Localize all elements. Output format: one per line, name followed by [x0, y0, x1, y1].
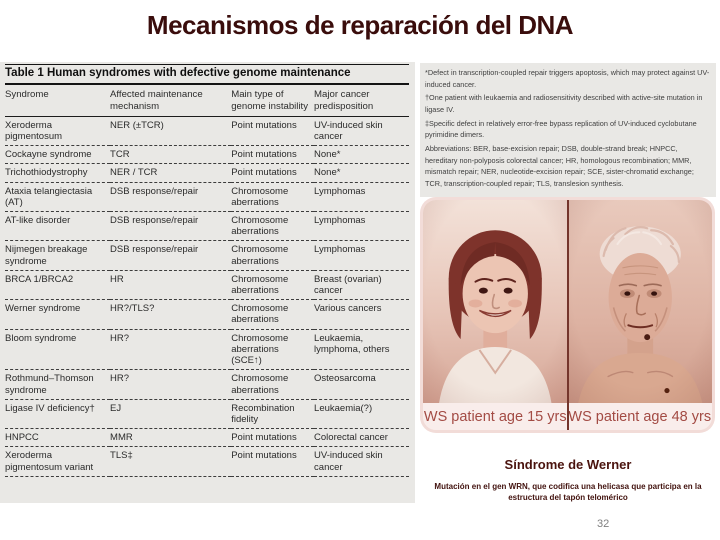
footnote-line: †One patient with leukaemia and radiosensitivity described with active-site mutation in ligase IV. — [425, 93, 703, 115]
table-cell: Chromosome aberrations — [231, 300, 314, 329]
table-cell: Ligase IV deficiency† — [5, 399, 110, 428]
table-column-header: Main type of genome instability — [231, 85, 314, 116]
table-cell: Xeroderma pigmentosum variant — [5, 447, 110, 476]
young-patient-photo — [423, 200, 568, 403]
table-row — [5, 329, 409, 370]
table-row — [5, 270, 409, 299]
table-caption: Table 1 Human syndromes with defective genome maintenance — [5, 64, 409, 85]
table-cell: Lymphomas — [314, 182, 409, 211]
photo-aged-patient — [568, 200, 713, 430]
table-cell: Lymphomas — [314, 241, 409, 270]
syndromes-table-panel — [0, 62, 415, 503]
table-cell: Recombination fidelity — [231, 399, 314, 428]
table-row — [5, 116, 409, 145]
table-cell: None* — [314, 164, 409, 182]
table-cell: Cockayne syndrome — [5, 146, 110, 164]
table-cell: Osteosarcoma — [314, 370, 409, 399]
table-cell: UV-induced skin cancer — [314, 447, 409, 476]
footnote-line: ‡Specific defect in relatively error-free bypass replication of UV-induced cyclobutane pyrimidine dimers. — [425, 118, 697, 140]
werner-heading: Síndrome de Werner — [504, 457, 632, 472]
table-cell: Rothmund–Thomson syndrome — [5, 370, 110, 399]
table-header-row — [5, 85, 409, 116]
table-row — [5, 241, 409, 270]
table-cell: None* — [314, 146, 409, 164]
table-cell: Ataxia telangiectasia (AT) — [5, 182, 110, 211]
table-cell: TCR — [110, 146, 231, 164]
table-row — [5, 399, 409, 428]
table-cell: Point mutations — [231, 429, 314, 447]
table-row — [5, 182, 409, 211]
table-cell: Leukaemia(?) — [314, 399, 409, 428]
table-cell: DSB response/repair — [110, 182, 231, 211]
table-body — [5, 116, 409, 476]
photo-frame — [423, 200, 712, 430]
footnotes-panel — [420, 63, 716, 197]
table-cell: AT-like disorder — [5, 212, 110, 241]
table-cell: UV-induced skin cancer — [314, 116, 409, 145]
photo-divider — [567, 200, 569, 430]
table-cell: Chromosome aberrations — [231, 370, 314, 399]
table-cell: Point mutations — [231, 447, 314, 476]
table-cell: MMR — [110, 429, 231, 447]
table-row — [5, 429, 409, 447]
table-cell: HR? — [110, 329, 231, 370]
aged-patient-portrait-illustration — [568, 200, 713, 403]
footnote-line: Abbreviations: BER, base-excision repair; DSB, double-strand break; HNPCC, hereditary non-polyposis colorectal cancer; HR, homologous recombination; MMR, mismatch repair; NER, nucleotide-excision repair; SCE, sister-chromatid exchange; TCR, transcription-coupled repair; TLS, translesion synthesis. — [425, 144, 694, 189]
table-row — [5, 370, 409, 399]
young-patient-portrait-illustration — [423, 200, 568, 403]
table-cell: Leukaemia, lymphoma, others — [314, 329, 409, 370]
table-cell: Werner syndrome — [5, 300, 110, 329]
table-cell: Point mutations — [231, 146, 314, 164]
photo-panel — [420, 197, 715, 433]
table-cell: Breast (ovarian) cancer — [314, 270, 409, 299]
table-cell: Chromosome aberrations — [231, 182, 314, 211]
caption-aged-patient: WS patient age 48 yrs — [568, 403, 713, 430]
aged-patient-photo — [568, 200, 713, 403]
table-cell: Chromosome aberrations — [231, 241, 314, 270]
footnote-line: *Defect in transcription-coupled repair triggers apoptosis, which may protect against UV-induced cancer. — [425, 68, 710, 89]
table-cell: Nijmegen breakage syndrome — [5, 241, 110, 270]
caption-young-patient: WS patient age 15 yrs — [423, 403, 568, 430]
table-cell: HR?/TLS? — [110, 300, 231, 329]
table-row — [5, 447, 409, 476]
table-cell: HR — [110, 270, 231, 299]
table-cell: HR? — [110, 370, 231, 399]
table-column-header: Affected maintenance mechanism — [110, 85, 231, 116]
table-row — [5, 164, 409, 182]
werner-description: Mutación en el gen WRN, que codifica una helicasa que participa en la estructura del tapón telomérico — [434, 482, 702, 503]
table-cell: NER / TCR — [110, 164, 231, 182]
table-row — [5, 146, 409, 164]
table-column-header: Major cancer predisposition — [314, 85, 409, 116]
table-cell: Point mutations — [231, 116, 314, 145]
page-number: 32 — [597, 518, 610, 530]
table-cell: Chromosome aberrations (SCE↑) — [231, 329, 314, 370]
table-cell: TLS‡ — [110, 447, 231, 476]
table-cell: BRCA 1/BRCA2 — [5, 270, 110, 299]
page-title: Mecanismos de reparación del DNA — [146, 10, 574, 40]
table-cell: Chromosome aberrations — [231, 270, 314, 299]
table-cell: EJ — [110, 399, 231, 428]
table-cell: DSB response/repair — [110, 212, 231, 241]
table-cell: Xeroderma pigmentosum — [5, 116, 110, 145]
table-cell: Chromosome aberrations — [231, 212, 314, 241]
table-cell: Various cancers — [314, 300, 409, 329]
syndromes-table — [5, 85, 409, 477]
table-row — [5, 300, 409, 329]
table-cell: DSB response/repair — [110, 241, 231, 270]
table-cell: Lymphomas — [314, 212, 409, 241]
table-column-header: Syndrome — [5, 85, 110, 116]
table-cell: Point mutations — [231, 164, 314, 182]
table-cell: Colorectal cancer — [314, 429, 409, 447]
table-cell: NER (±TCR) — [110, 116, 231, 145]
table-cell: Bloom syndrome — [5, 329, 110, 370]
photo-young-patient — [423, 200, 568, 430]
table-cell: HNPCC — [5, 429, 110, 447]
table-row — [5, 212, 409, 241]
table-cell: Trichothiodystrophy — [5, 164, 110, 182]
